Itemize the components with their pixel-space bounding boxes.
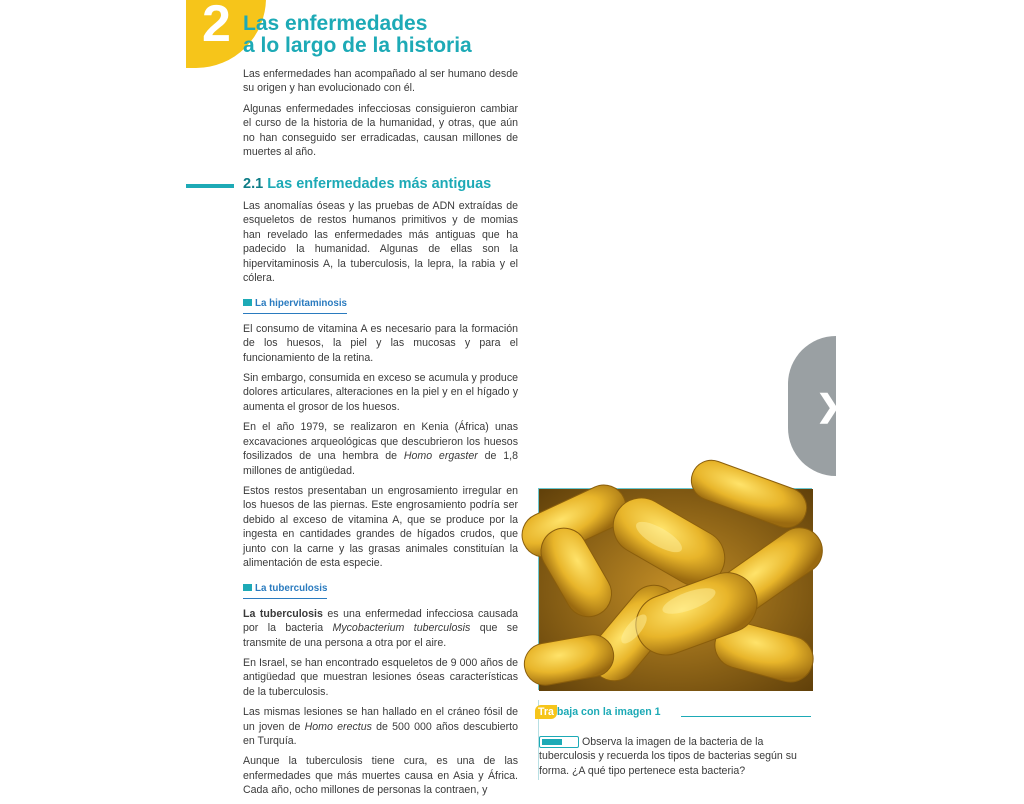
intro-text xyxy=(243,67,518,165)
tb-paragraph-1 xyxy=(243,607,518,650)
intro-paragraph-1: Las enfermedades han acompañado al ser humano desde su origen y han evolucionado con él. xyxy=(243,68,518,95)
subheading-square-icon xyxy=(243,584,252,591)
chevron-right-icon: ❯ xyxy=(816,390,842,423)
hiper-p3-text: En el año 1979, se realizaron en Kenia (África) unas excavaciones arqueológicas que descubrieron los huesos fosilizados de una hembra de xyxy=(243,421,518,463)
tb-p3-text-end: de 500 000 años descubierto en Turquía. xyxy=(243,720,518,747)
hiper-paragraph-4: Estos restos presentaban un engrosamiento irregular en los huesos de las piernas. Este engrosamiento podría ser debido al exceso de vitamina A, que se produce por la ingesta en cantidades grandes de hígados crudos, que junto con la carne y las grasas animales constituían la alimentación de esta especie. xyxy=(243,484,518,569)
section-marker-bar xyxy=(186,184,234,188)
tuberculosis-bacteria-illustration xyxy=(539,489,813,691)
tb-paragraph-2: En Israel, se han encontrado esqueletos de 9 000 años de antigüedad que muestran lesiones óseas características de la tuberculosis. xyxy=(243,656,518,698)
activity-title-rule xyxy=(681,716,811,717)
chapter-title xyxy=(243,13,472,57)
tb-paragraph-4: Aunque la tuberculosis tiene cura, es una de las enfermedades que más muertes causa en Asia y África. Cada año, ocho millones de personas la contraen, y xyxy=(243,755,518,797)
tb-paragraph-3 xyxy=(243,705,518,748)
subheading-label: La hipervitaminosis xyxy=(255,298,348,310)
subheading-hipervitaminosis xyxy=(243,297,347,313)
tb-p1-text: es una enfermedad infecciosa causada por la bacteria xyxy=(243,607,519,635)
chapter-title-line2: a lo largo de la historia xyxy=(243,34,472,57)
intro-paragraph-2: Algunas enfermedades infecciosas consiguieron cambiar el curso de la historia de la humanidad, y otras, que aún no han conseguido ser erradicadas, causan millones de muertes al año. xyxy=(243,102,518,159)
activity-title-highlight: Tra xyxy=(535,705,557,719)
chapter-number: 2 xyxy=(202,0,231,53)
textbook-page xyxy=(186,0,836,797)
hiper-paragraph-2: Sin embargo, consumida en exceso se acumula y produce dolores articulares, alteraciones en la piel y en el hígado y aumenta el grosor de los huesos. xyxy=(243,372,519,413)
activity-question: Observa la imagen de la bacteria de la tuberculosis y recuerda los tipos de bacterias según su forma. ¿A qué tipo pertenece esta bacteria? xyxy=(539,736,797,777)
hiper-paragraph-1: El consumo de vitamina A es necesario para la formación de los huesos, la piel y las mucosas y para el funcionamiento de la retina. xyxy=(243,322,518,364)
bacteria-image xyxy=(538,488,812,690)
tb-p3-text: Las mismas lesiones se han hallado en el cráneo fósil de un joven de xyxy=(243,706,518,733)
hiper-p3-text-end: de 1,8 millones de antigüedad. xyxy=(243,450,518,477)
section-body xyxy=(243,199,518,804)
activity-title-text: baja con la imagen 1 xyxy=(556,706,661,718)
section-number: 2.1 xyxy=(243,176,264,192)
subheading-label: La tuberculosis xyxy=(255,583,328,595)
section-paragraph: Las anomalías óseas y las pruebas de ADN extraídas de esqueletos de restos humanos primitivos y de momias han revelado las enfermedades más antiguas que ha padecido la humanidad. Algunas de ellas son la hipervitaminosis A, la tuberculosis, la lepra, la rabia y el cólera. xyxy=(243,200,518,285)
activity-title xyxy=(535,706,661,718)
tb-p1-text-end: que se transmite de una persona a otra por el aire. xyxy=(243,622,519,649)
activity-type-icon xyxy=(539,736,579,748)
subheading-square-icon xyxy=(243,299,252,306)
species-name: Homo erectus xyxy=(304,720,372,733)
subheading-tuberculosis xyxy=(243,582,327,598)
tb-term: La tuberculosis xyxy=(243,607,323,620)
activity-box xyxy=(538,700,812,780)
chapter-title-line1: Las enfermedades xyxy=(243,12,428,35)
hiper-paragraph-3 xyxy=(243,420,518,478)
species-name: Homo ergaster xyxy=(403,450,478,463)
bacteria-name: Mycobacterium tuberculosis xyxy=(332,622,471,635)
section-title-text: Las enfermedades más antiguas xyxy=(267,176,492,192)
section-title xyxy=(243,176,491,192)
activity-text xyxy=(539,735,811,778)
